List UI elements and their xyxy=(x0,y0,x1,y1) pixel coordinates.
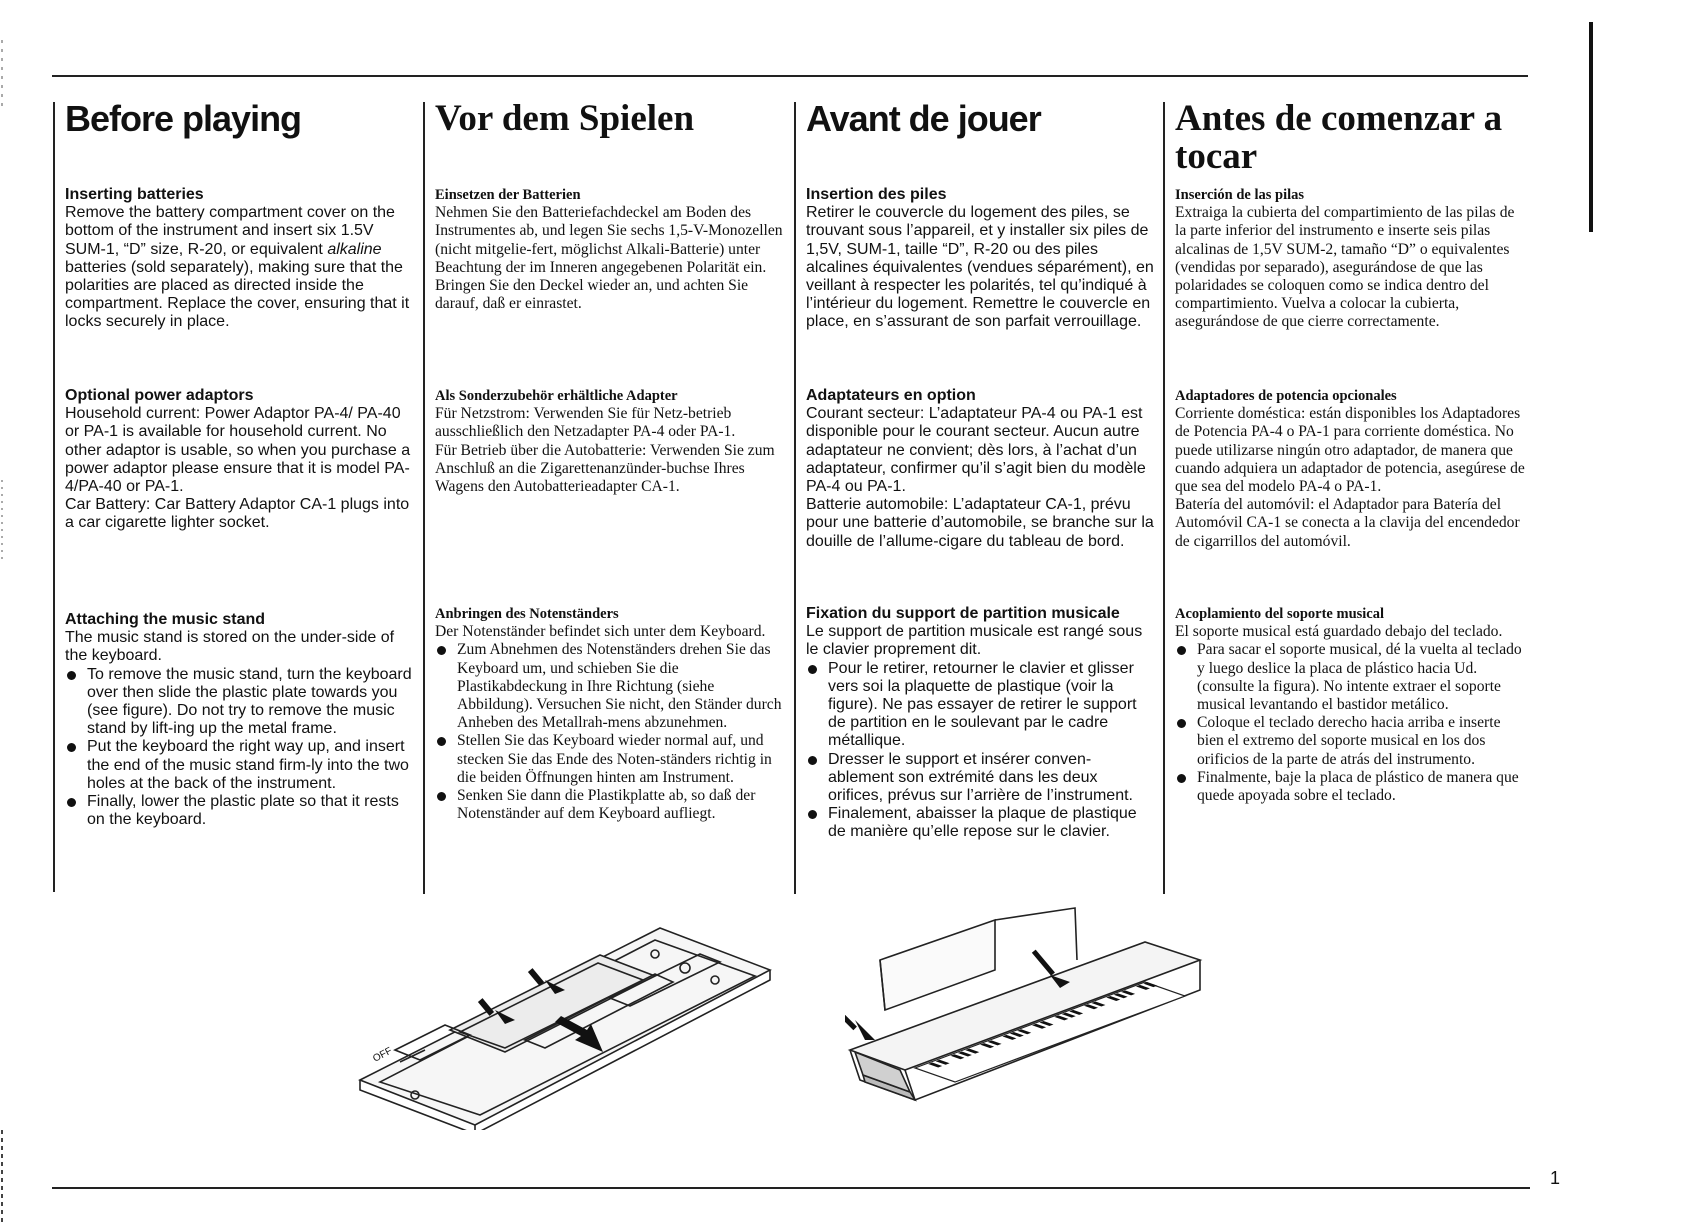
section-adaptateurs-en-option xyxy=(806,387,1156,551)
section-einsetzen-der-batterien xyxy=(435,186,785,313)
column-german xyxy=(435,98,785,823)
top-rule xyxy=(52,75,1528,77)
bullet-item: Para sacar el soporte musical, dé la vuelta al teclado y luego deslice la placa de plástico hacia Ud. (consulte la figura). No intente extraer el soporte musical levantando el bastidor metálico. xyxy=(1175,641,1525,714)
paragraph: Household current: Power Adaptor PA-4/ PA-40 or PA-1 is available for household current. No other adaptor is usable, so when you purchase a power adaptor please ensure that it is model PA-4/PA-40 or PA-1. xyxy=(65,405,411,496)
section-title: Insertion des piles xyxy=(806,186,947,203)
paragraph: Remove the battery compartment cover on the bottom of the instrument and insert six 1.5V SUM-1, “D” size, R-20, or equivalent alkaline batteries (sold separately), making sure that the polarities are placed as directed inside the compartment. Replace the cover, ensuring that it locks securely in place. xyxy=(65,204,410,331)
section-title: Einsetzen der Batterien xyxy=(435,187,581,203)
figure-keyboard-music-stand xyxy=(845,900,1205,1140)
heading-vor-dem-spielen: Vor dem Spielen xyxy=(435,98,695,139)
section-optional-power-adaptors xyxy=(65,387,415,533)
paragraph: Car Battery: Car Battery Adaptor CA-1 plugs into a car cigarette lighter socket. xyxy=(65,496,410,532)
section-adaptadores-potencia xyxy=(1175,387,1525,551)
section-sonderzubehoer-adapter xyxy=(435,387,785,496)
column-french xyxy=(806,98,1156,841)
section-title: Adaptadores de potencia opcionales xyxy=(1175,388,1397,404)
section-fixation-support xyxy=(806,605,1156,842)
binding-bar xyxy=(1589,22,1593,232)
paragraph: Retirer le couvercle du logement des piles, se trouvant sous l’appareil, et y installer six piles de 1,5V, SUM-1, taille “D”, R-20 ou des piles alcalines équivalentes (vendues séparément), en veillant à respecter les polarités, tel qu’indiqué à l’intérieur du logement. Remettre le couvercle en place, en s’assurant de son parfait verrouillage. xyxy=(806,204,1154,331)
paragraph: Für Betrieb über die Autobatterie: Verwenden Sie zum Anschluß an die Zigarettenanzünder-buchse Ihres Wagens den Autobatterieadapter CA-1. xyxy=(435,441,775,496)
paragraph: Extraiga la cubierta del compartimiento de las pilas de la parte inferior del instrumento e inserte seis pilas alcalinas de 1,5V SUM-2, tamaño “D” o equivalentes (vendidas por separado), asegurándose de que las polaridades se coloquen como se indica dentro del compartimiento. Vuelva a colocar la cubierta, asegurándose de que cierre correctamente. xyxy=(1175,204,1515,331)
section-title: Attaching the music stand xyxy=(65,611,266,628)
bullet-item: Zum Abnehmen des Notenständers drehen Sie das Keyboard um, und schieben Sie die Plastikabdeckung in Ihre Richtung (siehe Abbildung). Versuchen Sie nicht, den Ständer durch Anheben des Metallrah-mens abzunehmen. xyxy=(435,641,785,732)
section-title: Inserción de las pilas xyxy=(1175,187,1305,203)
bullet-list xyxy=(435,641,785,823)
bullet-item: Dresser le support et insérer conven-ablement son extrémité dans les deux orifices, prévus sur l’arrière de l’instrument. xyxy=(806,751,1156,806)
bullet-list xyxy=(1175,641,1525,805)
page-number: 1 xyxy=(1550,1168,1561,1188)
column-separator xyxy=(53,102,55,892)
section-title: Inserting batteries xyxy=(65,186,204,203)
section-title: Als Sonderzubehör erhältliche Adapter xyxy=(435,388,678,404)
section-anbringen-notenstaender xyxy=(435,605,785,823)
section-title: Adaptateurs en option xyxy=(806,387,976,404)
section-title: Acoplamiento del soporte musical xyxy=(1175,606,1385,622)
section-acoplamiento-soporte xyxy=(1175,605,1525,805)
bullet-item: To remove the music stand, turn the keyboard over then slide the plastic plate towards you (see figure). Do not try to remove the music stand by lift-ing up the metal frame. xyxy=(65,666,415,739)
bullet-item: Finalmente, baje la placa de plástico de manera que quede apoyada sobre el teclado. xyxy=(1175,769,1525,805)
heading-avant-de-jouer: Avant de jouer xyxy=(806,98,1041,139)
scan-edge-marks xyxy=(0,0,6,1224)
bullet-item: Coloque el teclado derecho hacia arriba e inserte bien el extremo del soporte musical en los dos orificios de la parte de atrás del instrumento. xyxy=(1175,714,1525,769)
heading-before-playing: Before playing xyxy=(65,98,302,139)
section-inserting-batteries xyxy=(65,186,415,332)
bullet-item: Pour le retirer, retourner le clavier et glisser vers soi la plaquette de plastique (voir la figure). Ne pas essayer de retirer le support de partition en le soulevant par le cadre métallique. xyxy=(806,660,1156,751)
paragraph: Nehmen Sie den Batteriefachdeckel am Boden des Instrumentes ab, und legen Sie sechs 1,5-V-Monozellen (nicht mitgelie-fert, möglichst Alkali-Batterie) unter Beachtung der im Inneren angegebenen Polarität ein. Bringen Sie den Deckel wieder an, und achten Sie darauf, daß er einrastet. xyxy=(435,204,783,313)
paragraph: Batterie automobile: L’adaptateur CA-1, prévu pour une batterie d’automobile, se branche sur la douille de l’allume-cigare du tableau de bord. xyxy=(806,496,1154,550)
section-title: Fixation du support de partition musicale xyxy=(806,605,1120,622)
section-insertion-des-piles xyxy=(806,186,1156,332)
bullet-item: Stellen Sie das Keyboard wieder normal auf, und stecken Sie das Ende des Noten-ständers richtig in die beiden Öffnungen hinten am Instrument. xyxy=(435,732,785,787)
bullet-item: Put the keyboard the right way up, and insert the end of the music stand firm-ly into the two holes at the back of the instrument. xyxy=(65,738,415,793)
bullet-list xyxy=(65,666,415,830)
section-attaching-music-stand xyxy=(65,611,415,829)
column-spanish xyxy=(1175,98,1525,805)
section-intro: El soporte musical está guardado debajo del teclado. xyxy=(1175,623,1503,641)
paragraph: Corriente doméstica: están disponibles los Adaptadores de Potencia PA-4 o PA-1 para corriente doméstica. No puede utilizarse ningún otro adaptador, de manera que cuando adquiera un adaptador de potencia, asegúrese de que sea del modelo PA-4 o PA-1. xyxy=(1175,405,1525,496)
column-separator xyxy=(423,102,425,894)
svg-text:OFF: OFF xyxy=(371,1045,395,1065)
column-english xyxy=(65,98,415,829)
section-intro: The music stand is stored on the under-side of the keyboard. xyxy=(65,629,395,665)
figure-keyboard-underside xyxy=(355,910,775,1130)
section-title: Optional power adaptors xyxy=(65,387,254,404)
paragraph: Batería del automóvil: el Adaptador para Batería del Automóvil CA-1 se conecta a la clavija del encendedor de cigarrillos del automóvil. xyxy=(1175,496,1520,550)
section-intro: Le support de partition musicale est rangé sous le clavier proprement dit. xyxy=(806,623,1143,659)
bullet-item: Finally, lower the plastic plate so that it rests on the keyboard. xyxy=(65,793,415,829)
paragraph: Für Netzstrom: Verwenden Sie für Netz-betrieb ausschließlich den Netzadapter PA-4 oder PA-1. xyxy=(435,405,736,441)
paragraph: Courant secteur: L’adaptateur PA-4 ou PA-1 est disponible pour le courant secteur. Aucun autre adaptateur ne convient; dès lors, à l’achat d’un adaptateur, confirmer qu’il s’agit bien du modèle PA-4 ou PA-1. xyxy=(806,405,1146,496)
section-title: Anbringen des Notenständers xyxy=(435,606,619,622)
bottom-rule xyxy=(52,1187,1530,1189)
heading-antes-de-comenzar: Antes de comenzar a tocar xyxy=(1175,98,1503,177)
bullet-list xyxy=(806,660,1156,842)
bullet-item: Senken Sie dann die Plastikplatte ab, so daß der Notenständer auf dem Keyboard aufliegt. xyxy=(435,787,785,823)
section-insercion-pilas xyxy=(1175,186,1525,332)
column-separator xyxy=(1163,102,1165,894)
section-intro: Der Notenständer befindet sich unter dem Keyboard. xyxy=(435,623,766,641)
column-separator xyxy=(794,102,796,894)
bullet-item: Finalement, abaisser la plaque de plastique de manière qu’elle repose sur le clavier. xyxy=(806,805,1156,841)
